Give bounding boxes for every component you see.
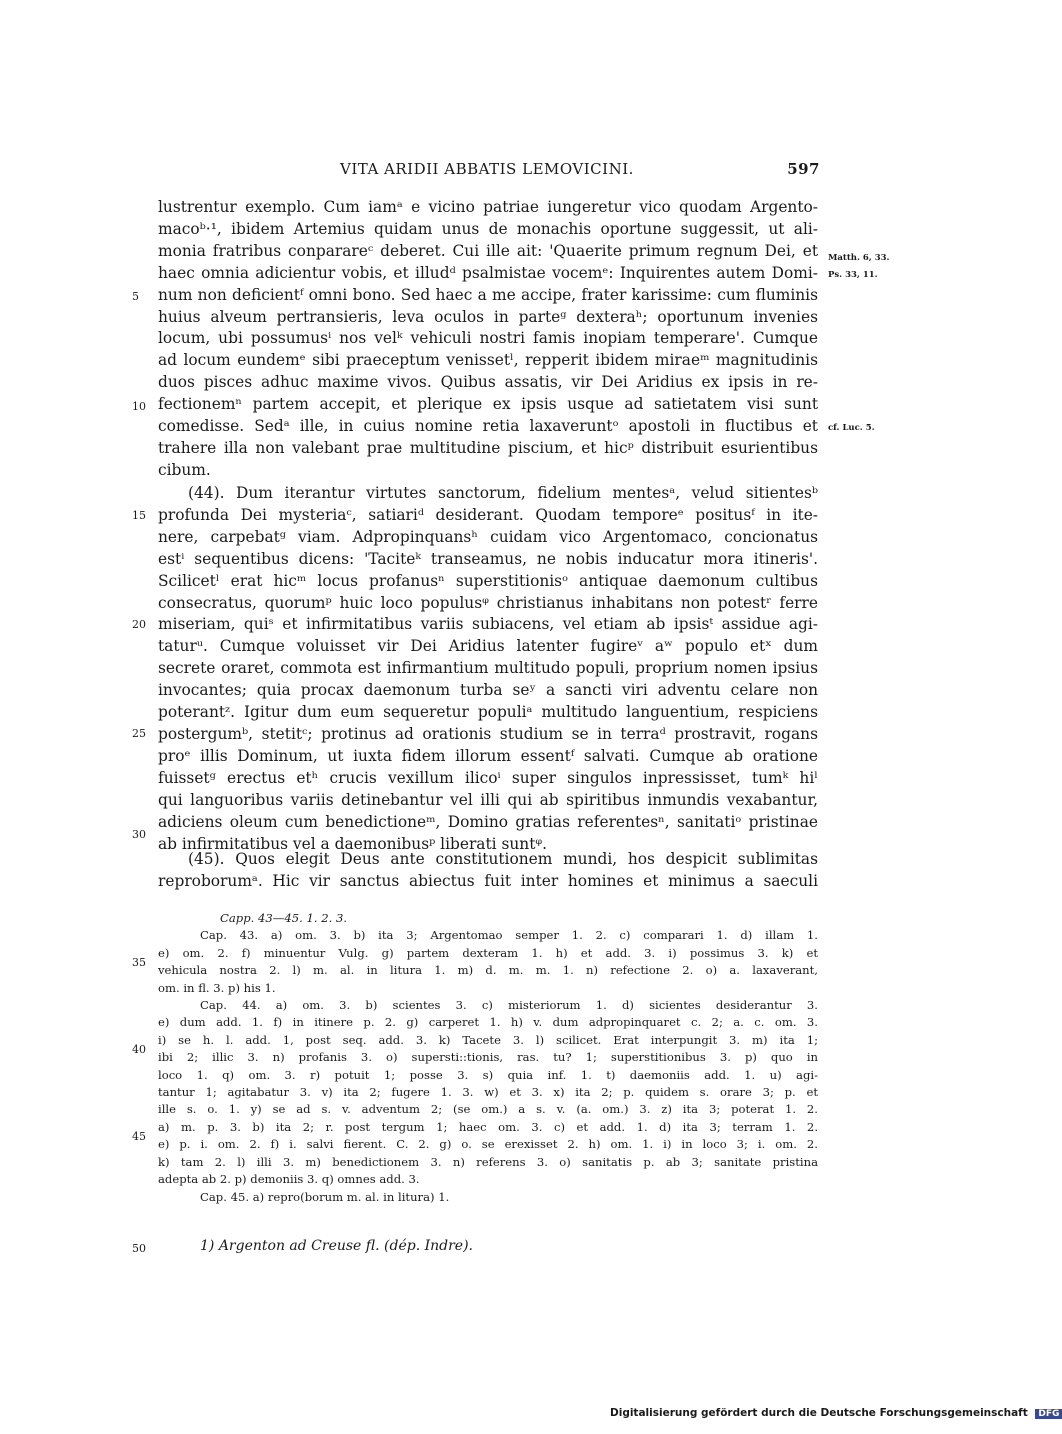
text-line: duos pisces adhuc maxime vivos. Quibus assatis, vir Dei Aridius ex ipsis in re- xyxy=(158,373,818,392)
text-line: consecratus, quorumᵖ huic loco populusᵠ christianus inhabitans non potestʳ ferre xyxy=(158,593,818,612)
funding-footer xyxy=(610,1407,1062,1419)
text-line: fuissetᵍ erectus etʰ crucis vexillum ilicoⁱ super singulos inpressisset, tumᵏ hiˡ xyxy=(158,768,818,787)
margin-reference: cf. Luc. 5. xyxy=(828,423,875,433)
text-line: poterantᶻ. Igitur dum eum sequeretur populiᵃ multitudo languentium, respiciens xyxy=(158,703,818,722)
footnote: 1) Argenton ad Creuse fl. (dép. Indre). xyxy=(200,1238,473,1254)
margin-reference: Matth. 6, 33. xyxy=(828,253,890,263)
line-number: 45 xyxy=(132,1130,146,1143)
running-title: VITA ARIDII ABBATIS LEMOVICINI. xyxy=(340,160,634,178)
page-number: 597 xyxy=(787,160,820,178)
text-line: macoᵇ·¹, ibidem Artemius quidam unus de monachis oportune suggessit, ut ali- xyxy=(158,219,818,238)
text-line: huius alveum pertransieris, leva oculos in parteᵍ dexteraʰ; oportunum invenies xyxy=(158,307,818,326)
text-line: lustrentur exemplo. Cum iamᵃ e vicino patriae iungeretur vico quodam Argento- xyxy=(158,198,818,216)
line-number: 10 xyxy=(132,400,146,413)
apparatus-line: a) m. p. 3. b) ita 2; r. post tergum 1; haec om. 3. c) et add. 1. d) ita 3; terram 1. 2. xyxy=(158,1119,818,1134)
text-line: Scilicetˡ erat hicᵐ locus profanusⁿ superstitionisᵒ antiquae daemonum cultibus xyxy=(158,571,818,590)
apparatus-line: loco 1. q) om. 3. r) potuit 1; posse 3. s) quia inf. 1. t) daemoniis add. 1. u) agi- xyxy=(158,1067,818,1082)
text-line: proᵉ illis Dominum, ut iuxta fidem illorum essentᶠ salvati. Cumque ab oratione xyxy=(158,746,818,765)
margin-reference: Ps. 33, 11. xyxy=(828,270,878,280)
apparatus-line: Cap. 45. a) repro(borum m. al. in litura) 1. xyxy=(200,1189,450,1204)
apparatus-line: e) dum add. 1. f) in itinere p. 2. g) carperet 1. h) v. dum adpropinquaret c. 2; a. c. om. 3. xyxy=(158,1015,818,1030)
apparatus-line: e) om. 2. f) minuentur Vulg. g) partem dexteram 1. h) et add. 3. i) possimus 3. k) et xyxy=(158,945,818,960)
text-line: reproborumᵃ. Hic vir sanctus abiectus fuit inter homines et minimus a saeculi xyxy=(158,871,818,890)
text-line: qui languoribus variis detinebantur vel illi qui ab spiritibus inmundis vexabantur, xyxy=(158,790,818,809)
line-number: 25 xyxy=(132,727,146,740)
line-number: 35 xyxy=(132,956,146,969)
apparatus-line: ille s. o. 1. y) se ad s. v. adventum 2; (se om.) a s. v. (a. om.) 3. z) ita 3; poterat 1. 2. xyxy=(158,1102,818,1117)
apparatus-line: vehicula nostra 2. l) m. al. in litura 1. m) d. m. m. 1. n) refectione 2. o) a. laxaverant, xyxy=(158,963,818,978)
dfg-logo: DFG xyxy=(1035,1409,1062,1419)
apparatus-line: e) p. i. om. 2. f) i. salvi fierent. C. 2. g) o. se erexisset 2. h) om. 1. i) in loco 3; i. om. 2. xyxy=(158,1137,818,1152)
main-text-chapter-45 xyxy=(158,849,818,893)
text-line: ad locum eundemᵉ sibi praeceptum venissetˡ, repperit ibidem miraeᵐ magnitudinis xyxy=(158,351,818,370)
apparatus-line: Capp. 43—45. 1. 2. 3. xyxy=(220,911,348,925)
line-number: 5 xyxy=(132,290,139,303)
text-line: num non deficientᶠ omni bono. Sed haec a me accipe, frater karissime: cum fluminis xyxy=(158,285,818,304)
apparatus-line: Cap. 44. a) om. 3. b) scientes 3. c) misteriorum 1. d) sicientes desiderantur 3. xyxy=(200,998,818,1013)
apparatus-line: k) tam 2. l) illi 3. m) benedictionem 3. n) referens 3. o) sanitatis p. ab 3; sanitate pristina xyxy=(158,1154,818,1169)
text-line: adiciens oleum cum benedictioneᵐ, Domino gratias referentesⁿ, sanitatiᵒ pristinae xyxy=(158,812,818,831)
main-text-chapter-44 xyxy=(158,483,818,855)
text-line: estⁱ sequentibus dicens: 'Taciteᵏ transeamus, ne nobis inducatur mora itineris'. xyxy=(158,549,818,568)
apparatus-line: i) se h. l. add. 1, post seq. add. 3. k) Tacete 3. l) scilicet. Erat interpungit 3. m) ita 1; xyxy=(158,1032,818,1047)
line-number: 20 xyxy=(132,618,146,631)
line-number: 50 xyxy=(132,1242,146,1255)
text-line: cibum. xyxy=(158,460,211,479)
text-line: nere, carpebatᵍ viam. Adpropinquansʰ cuidam vico Argentomaco, concionatus xyxy=(158,527,818,546)
line-number: 15 xyxy=(132,509,146,522)
running-header xyxy=(340,160,820,178)
line-number: 40 xyxy=(132,1043,146,1056)
text-line: postergumᵇ, stetitᶜ; protinus ad orationis studium se in terraᵈ prostravit, rogans xyxy=(158,724,818,743)
text-line: invocantes; quia procax daemonum turba seʸ a sancti viri adventu celare non xyxy=(158,681,818,700)
apparatus-line: om. in fl. 3. p) his 1. xyxy=(158,980,276,995)
text-line: (45). Quos elegit Deus ante constitutionem mundi, hos despicit sublimitas xyxy=(188,850,818,868)
text-line: haec omnia adicientur vobis, et illudᵈ psalmistae vocemᵉ: Inquirentes autem Domi- xyxy=(158,263,818,282)
text-line: fectionemⁿ partem accepit, et plerique ex ipsis usque ad satietatem visi sunt xyxy=(158,395,818,414)
text-line: profunda Dei mysteriaᶜ, satiariᵈ desiderant. Quodam temporeᵉ positusᶠ in ite- xyxy=(158,505,818,524)
line-number: 30 xyxy=(132,828,146,841)
text-line: locum, ubi possumusⁱ nos velᵏ vehiculi nostri famis inopiam temperare'. Cumque xyxy=(158,329,818,348)
text-line: miseriam, quiˢ et infirmitatibus variis subiacens, vel etiam ab ipsisᵗ assidue agi- xyxy=(158,615,818,634)
text-line: secrete oraret, commota est infirmantium multitudo populi, proprium nomen ipsius xyxy=(158,659,818,678)
funding-text: Digitalisierung gefördert durch die Deutsche Forschungsgemeinschaft xyxy=(610,1407,1028,1419)
apparatus-line: Cap. 43. a) om. 3. b) ita 3; Argentomao semper 1. 2. c) comparari 1. d) illam 1. xyxy=(200,928,818,943)
text-line: ab infirmitatibus vel a daemonibusᵖ liberati suntᵠ. xyxy=(158,834,548,853)
text-line: (44). Dum iterantur virtutes sanctorum, fidelium mentesᵃ, velud sitientesᵇ xyxy=(188,484,818,502)
main-text xyxy=(158,197,818,482)
apparatus-line: ibi 2; illic 3. n) profanis 3. o) supersti::tionis, ras. tu? 1; superstitionibus 3. p) quo in xyxy=(158,1050,818,1065)
critical-apparatus xyxy=(158,910,818,1206)
apparatus-line: tantur 1; agitabatur 3. v) ita 2; fugere 1. 3. w) et 3. x) ita 2; p. quidem s. orare 3; p. et xyxy=(158,1085,818,1100)
text-line: trahere illa non valebant prae multitudine piscium, et hicᵖ distribuit esurientibus xyxy=(158,438,818,457)
text-line: comedisse. Sedᵃ ille, in cuius nomine retia laxaveruntᵒ apostoli in fluctibus et xyxy=(158,417,818,436)
text-line: monia fratribus conparareᶜ deberet. Cui ille ait: 'Quaerite primum regnum Dei, et xyxy=(158,241,818,260)
apparatus-line: adepta ab 2. p) demoniis 3. q) omnes add. 3. xyxy=(158,1172,420,1187)
text-line: taturᵘ. Cumque voluisset vir Dei Aridius latenter fugireᵛ aʷ populo etˣ dum xyxy=(158,637,818,656)
